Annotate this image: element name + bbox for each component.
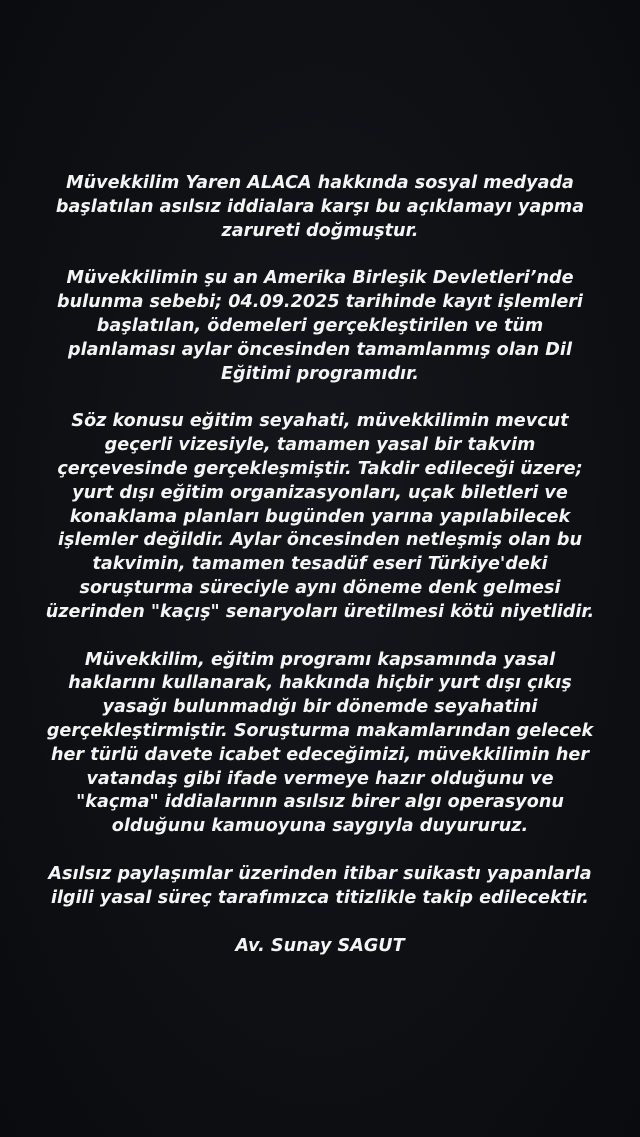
statement-line: geçerli vizesiyle, tamamen yasal bir takvim <box>104 435 536 456</box>
statement-line: Asılsız paylaşımlar üzerinden itibar suikastı yapanlarla <box>48 863 592 884</box>
statement-line: işlemler değildir. Aylar öncesinden netleşmiş olan bu <box>57 530 583 551</box>
statement-line: konaklama planları bugünden yarına yapılabilecek <box>69 506 571 527</box>
statement-line: Müvekkilim Yaren ALACA hakkında sosyal medyada <box>66 173 574 193</box>
statement-line: bulunma sebebi; 04.09.2025 tarihinde kayıt işlemleri <box>57 292 583 313</box>
statement-line: üzerinden "kaçış" senaryoları üretilmesi kötü niyetlidir. <box>45 601 595 622</box>
statement-line: "kaçma" iddialarının asılsız birer algı operasyonu <box>76 792 564 813</box>
statement-line: yurt dışı eğitim organizasyonları, uçak biletleri ve <box>72 482 568 503</box>
statement-line: başlatılan asılsız iddialara karşı bu açıklamayı yapma <box>55 196 585 217</box>
statement-line: zarureti doğmuştur. <box>221 220 419 241</box>
signature-text: Av. Sunay SAGUT <box>235 935 405 956</box>
statement-line: soruşturma süreciyle aynı döneme denk gelmesi <box>79 577 561 598</box>
statement-line: başlatılan, ödemeleri gerçekleştirilen ve tüm <box>96 315 544 336</box>
statement-line: vatandaş gibi ifade vermeye hazır olduğunu ve <box>86 768 554 789</box>
statement-line: olduğunu kamuoyuna saygıyla duyururuz. <box>111 816 529 837</box>
statement-paragraph-5 <box>20 863 620 911</box>
legal-statement <box>20 172 620 982</box>
statement-line: Müvekkilim, eğitim programı kapsamında yasal <box>84 649 556 670</box>
statement-line: planlaması aylar öncesinden tamamlanmış olan Dil <box>68 339 572 360</box>
statement-paragraph-1 <box>20 172 620 243</box>
statement-paragraph-3 <box>20 410 620 624</box>
statement-line: Söz konusu eğitim seyahati, müvekkilimin mevcut <box>71 411 569 432</box>
statement-line: Eğitimi programıdır. <box>221 363 419 384</box>
statement-line: haklarını kullanarak, hakkında hiçbir yurt dışı çıkış <box>68 673 572 694</box>
statement-paragraph-2 <box>20 267 620 386</box>
statement-line: takvimin, tamamen tesadüf eseri Türkiye'deki <box>92 554 548 575</box>
statement-line: her türlü davete icabet edeceğimizi, müvekkilimin her <box>50 744 590 765</box>
statement-paragraph-4 <box>20 649 620 839</box>
statement-line: yasağı bulunmadığı bir dönemde seyahatini <box>102 697 538 718</box>
statement-line: Müvekkilimin şu an Amerika Birleşik Devletleri’nde <box>66 268 574 289</box>
statement-line: çerçevesinde gerçekleşmiştir. Takdir edileceği üzere; <box>57 458 583 479</box>
lawyer-signature <box>20 935 620 959</box>
statement-line: ilgili yasal süreç tarafımızca titizlikle takip edilecektir. <box>50 887 589 908</box>
statement-line: gerçekleştirmiştir. Soruşturma makamlarından gelecek <box>46 720 594 741</box>
